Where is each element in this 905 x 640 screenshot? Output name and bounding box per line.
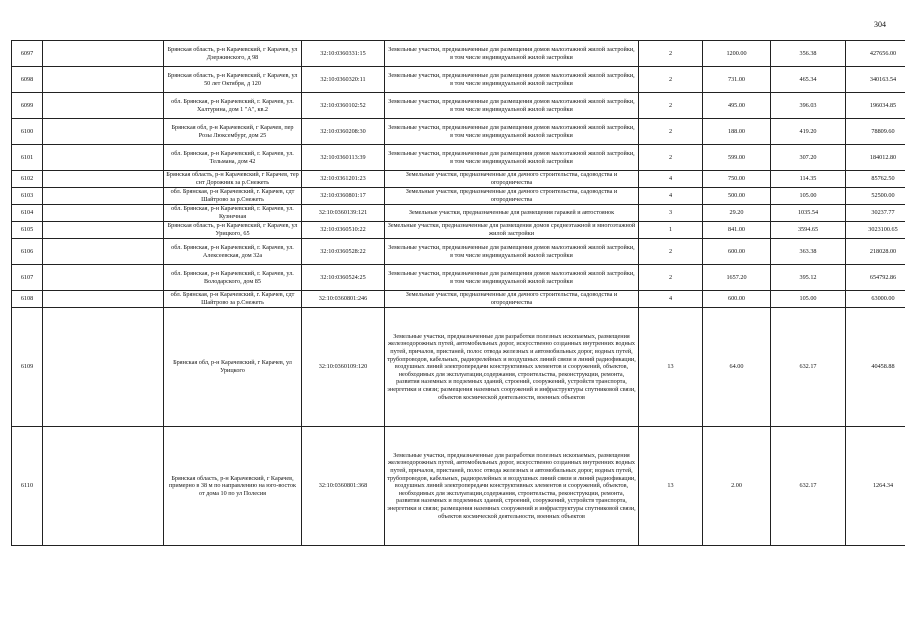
group-number-cell: 13: [639, 427, 703, 546]
blank-cell: [43, 119, 164, 145]
row-number: 6109: [12, 308, 43, 427]
area-cell: 731.00: [703, 67, 771, 93]
blank-cell: [43, 291, 164, 308]
cadastral-number-cell: 32:10:0360801:17: [302, 188, 385, 205]
land-use-cell: Земельные участки, предназначенные для размещения домов малоэтажной жилой застройки, в том числе индивидуальной жилой застройки: [385, 265, 639, 291]
land-use-cell: Земельные участки, предназначенные для дачного строительства, садоводства и огородничества: [385, 188, 639, 205]
specific-value-cell: 395.12: [771, 265, 846, 291]
group-number-cell: 4: [639, 171, 703, 188]
cadastral-value-cell: 63000.00: [846, 291, 905, 308]
specific-value-cell: 105.00: [771, 291, 846, 308]
group-number-cell: 2: [639, 239, 703, 265]
area-cell: 188.00: [703, 119, 771, 145]
address-cell: обл. Брянская, р-н Карачевский, г. Карачев, сдт Шайтрово за р.Снежеть: [164, 188, 302, 205]
specific-value-cell: 105.00: [771, 188, 846, 205]
row-number: 6101: [12, 145, 43, 171]
row-number: 6099: [12, 93, 43, 119]
specific-value-cell: 632.17: [771, 308, 846, 427]
land-use-cell: Земельные участки, предназначенные для размещения домов малоэтажной жилой застройки, в том числе индивидуальной жилой застройки: [385, 145, 639, 171]
cadastral-value-cell: 40458.88: [846, 308, 905, 427]
blank-cell: [43, 265, 164, 291]
land-use-cell: Земельные участки, предназначенные для размещения домов среднеэтажной и многоэтажной жилой застройки: [385, 222, 639, 239]
blank-cell: [43, 188, 164, 205]
land-use-cell: Земельные участки, предназначенные для дачного строительства, садоводства и огородничества: [385, 171, 639, 188]
cadastral-number-cell: 32:10:0361201:23: [302, 171, 385, 188]
blank-cell: [43, 427, 164, 546]
table-row: [12, 291, 905, 308]
address-cell: обл. Брянская, р-н Карачевский, г. Карачев, сдт Шайтрово за р.Снежеть: [164, 291, 302, 308]
table-row: [12, 145, 905, 171]
specific-value-cell: 632.17: [771, 427, 846, 546]
address-cell: обл. Брянская, р-н Карачевский, г. Карачев, ул. Тельмана, дом 42: [164, 145, 302, 171]
specific-value-cell: 3594.65: [771, 222, 846, 239]
table-row: [12, 205, 905, 222]
area-cell: 500.00: [703, 188, 771, 205]
row-number: 6104: [12, 205, 43, 222]
cadastral-value-table: [11, 40, 905, 546]
land-use-cell: Земельные участки, предназначенные для размещения гаражей и автостоянок: [385, 205, 639, 222]
address-cell: Брянская область, р-н Карачевский, г Карачев, ул 50 лет Октября, д 120: [164, 67, 302, 93]
address-cell: обл. Брянская, р-н Карачевский, г. Карачев, ул. Кузнечная: [164, 205, 302, 222]
land-use-cell: Земельные участки, предназначенные для размещения домов малоэтажной жилой застройки, в том числе индивидуальной жилой застройки: [385, 93, 639, 119]
land-use-cell: Земельные участки, предназначенные для разработки полезных ископаемых, размещения железнодорожных путей, автомобильных дорог, искусственно созданных внутренних водных путей, причалов, пристаней, полос отвода железных и автомобильных дорог, водных путей, трубопроводов, кабельных, радиорелейных и воздушных линий связи и линий радиофикации, воздушных линий электропередачи конструктивных элементов и сооружений, объектов, необходимых для эксплуатации,содержания, строительства, реконструкции, ремонта, развития наземных и подземных зданий, строений, сооружений, устройств транспорта, энергетики и связи; размещения наземных сооружений и инфраструктуры спутниковой связи, объектов космической деятельности, военных объектов: [385, 427, 639, 546]
cadastral-value-cell: 427656.00: [846, 41, 905, 67]
cadastral-value-cell: 184012.80: [846, 145, 905, 171]
address-cell: Брянская область, р-н Карачевский, г Карачев, тер снт Дорожник за р.Снежеть: [164, 171, 302, 188]
table-row: [12, 188, 905, 205]
table-body: [12, 41, 905, 546]
specific-value-cell: 419.20: [771, 119, 846, 145]
cadastral-value-cell: 30237.77: [846, 205, 905, 222]
area-cell: 29.20: [703, 205, 771, 222]
cadastral-number-cell: 32:10:0360801:368: [302, 427, 385, 546]
row-number: 6110: [12, 427, 43, 546]
table-row: [12, 41, 905, 67]
group-number-cell: 4: [639, 291, 703, 308]
row-number: 6106: [12, 239, 43, 265]
cadastral-value-cell: 78809.60: [846, 119, 905, 145]
group-number-cell: 2: [639, 265, 703, 291]
cadastral-number-cell: 32:10:0360331:15: [302, 41, 385, 67]
cadastral-number-cell: 32:10:0360801:246: [302, 291, 385, 308]
cadastral-value-cell: 218028.00: [846, 239, 905, 265]
area-cell: 600.00: [703, 291, 771, 308]
row-number: 6107: [12, 265, 43, 291]
table-row: [12, 222, 905, 239]
blank-cell: [43, 205, 164, 222]
address-cell: Брянская обл, р-н Карачевский, г Карачев, пер Розы Люксембург, дом 25: [164, 119, 302, 145]
specific-value-cell: 114.35: [771, 171, 846, 188]
group-number-cell: 2: [639, 145, 703, 171]
table-row: [12, 119, 905, 145]
row-number: 6108: [12, 291, 43, 308]
group-number-cell: 3: [639, 205, 703, 222]
cadastral-value-cell: 196034.85: [846, 93, 905, 119]
land-use-cell: Земельные участки, предназначенные для дачного строительства, садоводства и огородничества: [385, 291, 639, 308]
group-number-cell: 2: [639, 67, 703, 93]
row-number: 6098: [12, 67, 43, 93]
address-cell: обл. Брянская, р-н Карачевский, г. Карачев, ул. Халтурина, дом 1 "А", кв.2: [164, 93, 302, 119]
area-cell: 600.00: [703, 239, 771, 265]
row-number: 6100: [12, 119, 43, 145]
area-cell: 495.00: [703, 93, 771, 119]
land-use-cell: Земельные участки, предназначенные для размещения домов малоэтажной жилой застройки, в том числе индивидуальной жилой застройки: [385, 239, 639, 265]
table-row: [12, 265, 905, 291]
group-number-cell: 1: [639, 222, 703, 239]
specific-value-cell: 396.03: [771, 93, 846, 119]
area-cell: 2.00: [703, 427, 771, 546]
row-number: 6097: [12, 41, 43, 67]
group-number-cell: 13: [639, 308, 703, 427]
blank-cell: [43, 145, 164, 171]
address-cell: Брянская область, р-н Карачевский, г Карачев, ул Урицкого, 65: [164, 222, 302, 239]
cadastral-number-cell: 32:10:0360320:11: [302, 67, 385, 93]
cadastral-value-cell: 1264.34: [846, 427, 905, 546]
cadastral-value-cell: 52500.00: [846, 188, 905, 205]
cadastral-number-cell: 32:10:0360528:22: [302, 239, 385, 265]
area-cell: 1200.00: [703, 41, 771, 67]
cadastral-number-cell: 32:10:0360524:25: [302, 265, 385, 291]
blank-cell: [43, 171, 164, 188]
table-row: [12, 171, 905, 188]
table-row: [12, 308, 905, 427]
row-number: 6103: [12, 188, 43, 205]
blank-cell: [43, 239, 164, 265]
group-number-cell: 4: [639, 188, 703, 205]
land-use-cell: Земельные участки, предназначенные для размещения домов малоэтажной жилой застройки, в том числе индивидуальной жилой застройки: [385, 67, 639, 93]
specific-value-cell: 465.34: [771, 67, 846, 93]
cadastral-number-cell: 32:10:0360113:39: [302, 145, 385, 171]
table-row: [12, 93, 905, 119]
cadastral-number-cell: 32:10:0360139:121: [302, 205, 385, 222]
cadastral-value-cell: 654792.86: [846, 265, 905, 291]
cadastral-number-cell: 32:10:0360109:120: [302, 308, 385, 427]
table-row: [12, 427, 905, 546]
cadastral-number-cell: 32:10:0360102:52: [302, 93, 385, 119]
address-cell: обл. Брянская, р-н Карачевский, г. Карачев, ул. Володарского, дом 85: [164, 265, 302, 291]
blank-cell: [43, 67, 164, 93]
page-number: 304: [874, 20, 886, 29]
group-number-cell: 2: [639, 41, 703, 67]
blank-cell: [43, 308, 164, 427]
land-use-cell: Земельные участки, предназначенные для размещения домов малоэтажной жилой застройки, в том числе индивидуальной жилой застройки: [385, 41, 639, 67]
address-cell: обл. Брянская, р-н Карачевский, г. Карачев, ул. Алексеевская, дом 32а: [164, 239, 302, 265]
land-use-cell: Земельные участки, предназначенные для размещения домов малоэтажной жилой застройки, в том числе индивидуальной жилой застройки: [385, 119, 639, 145]
specific-value-cell: 363.38: [771, 239, 846, 265]
land-use-cell: Земельные участки, предназначенные для разработки полезных ископаемых, размещения железнодорожных путей, автомобильных дорог, искусственно созданных внутренних водных путей, причалов, пристаней, полос отвода железных и автомобильных дорог, водных путей, трубопроводов, кабельных, радиорелейных и воздушных линий связи и линий радиофикации, воздушных линий электропередачи конструктивных элементов и сооружений, объектов, необходимых для эксплуатации,содержания, строительства, реконструкции, ремонта, развития наземных и подземных зданий, строений, сооружений, устройств транспорта, энергетики и связи; размещения наземных сооружений и инфраструктуры спутниковой связи, объектов космической деятельности, военных объектов: [385, 308, 639, 427]
blank-cell: [43, 93, 164, 119]
specific-value-cell: 1035.54: [771, 205, 846, 222]
blank-cell: [43, 222, 164, 239]
address-cell: Брянская область, р-н Карачевский, г Карачев, примерно в 38 м по направлению на юго-восток от дома 10 по ул Полесия: [164, 427, 302, 546]
row-number: 6102: [12, 171, 43, 188]
cadastral-value-cell: 340163.54: [846, 67, 905, 93]
table-row: [12, 239, 905, 265]
cadastral-value-cell: 3023100.65: [846, 222, 905, 239]
specific-value-cell: 307.20: [771, 145, 846, 171]
area-cell: 750.00: [703, 171, 771, 188]
area-cell: 64.00: [703, 308, 771, 427]
area-cell: 841.00: [703, 222, 771, 239]
address-cell: Брянская обл, р-н Карачевский, г Карачев, ул Урицкого: [164, 308, 302, 427]
cadastral-number-cell: 32:10:0360208:30: [302, 119, 385, 145]
row-number: 6105: [12, 222, 43, 239]
cadastral-number-cell: 32:10:0360510:22: [302, 222, 385, 239]
group-number-cell: 2: [639, 119, 703, 145]
specific-value-cell: 356.38: [771, 41, 846, 67]
cadastral-value-cell: 85762.50: [846, 171, 905, 188]
blank-cell: [43, 41, 164, 67]
area-cell: 599.00: [703, 145, 771, 171]
area-cell: 1657.20: [703, 265, 771, 291]
address-cell: Брянская область, р-н Карачевский, г Карачев, ул Дзержинского, д 98: [164, 41, 302, 67]
table-row: [12, 67, 905, 93]
group-number-cell: 2: [639, 93, 703, 119]
